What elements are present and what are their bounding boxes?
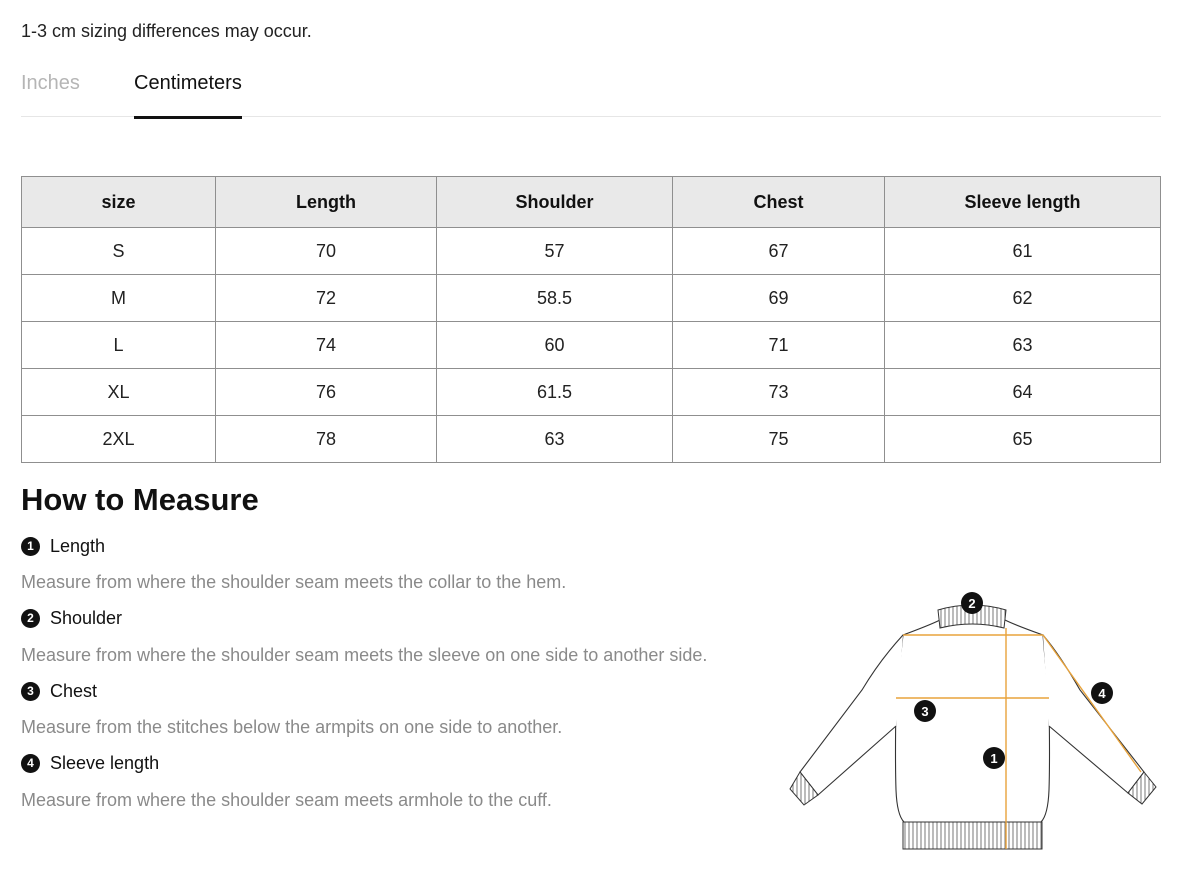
cell-shoulder: 61.5 — [437, 369, 673, 416]
number-2-icon: 2 — [21, 609, 40, 628]
cell-size: S — [22, 228, 216, 275]
how-to-measure-title: How to Measure — [21, 482, 259, 517]
cell-sleeve: 62 — [885, 275, 1161, 322]
cell-size: L — [22, 322, 216, 369]
marker-1-icon — [983, 747, 1005, 769]
cell-length: 74 — [216, 322, 437, 369]
sweater-measurement-illustration — [786, 588, 1162, 854]
header-shoulder: Shoulder — [437, 177, 673, 228]
number-1-icon: 1 — [21, 537, 40, 556]
table-header-row — [22, 177, 1161, 228]
svg-text:4: 4 — [1098, 686, 1106, 701]
marker-2-icon — [961, 592, 983, 614]
step-length — [21, 536, 105, 557]
table-row — [22, 416, 1161, 463]
cell-length: 78 — [216, 416, 437, 463]
step-description: Measure from where the shoulder seam meets the sleeve on one side to another side. — [21, 645, 708, 665]
marker-4-icon — [1091, 682, 1113, 704]
cell-sleeve: 65 — [885, 416, 1161, 463]
table-row — [22, 322, 1161, 369]
svg-text:1: 1 — [990, 751, 998, 766]
cell-chest: 73 — [673, 369, 885, 416]
size-chart-table — [21, 176, 1161, 463]
step-description: Measure from where the shoulder seam meets the collar to the hem. — [21, 572, 567, 592]
step-description: Measure from where the shoulder seam meets armhole to the cuff. — [21, 790, 552, 810]
number-3-icon: 3 — [21, 682, 40, 701]
cell-sleeve: 61 — [885, 228, 1161, 275]
tab-inches[interactable]: Inches — [21, 72, 80, 94]
cell-sleeve: 63 — [885, 322, 1161, 369]
tab-centimeters[interactable]: Centimeters — [134, 72, 242, 119]
step-label: Chest — [50, 681, 98, 701]
step-description: Measure from the stitches below the armpits on one side to another. — [21, 717, 563, 737]
header-sleeve-length: Sleeve length — [885, 177, 1161, 228]
header-chest: Chest — [673, 177, 885, 228]
table-row — [22, 275, 1161, 322]
cell-chest: 71 — [673, 322, 885, 369]
cell-shoulder: 63 — [437, 416, 673, 463]
header-length: Length — [216, 177, 437, 228]
number-4-icon: 4 — [21, 754, 40, 773]
cell-chest: 67 — [673, 228, 885, 275]
step-shoulder — [21, 608, 122, 629]
sizing-notice: 1-3 cm sizing differences may occur. — [21, 21, 312, 41]
cell-length: 72 — [216, 275, 437, 322]
cell-size: M — [22, 275, 216, 322]
cell-length: 76 — [216, 369, 437, 416]
step-label: Shoulder — [50, 608, 123, 628]
step-sleeve-length — [21, 753, 159, 774]
cell-shoulder: 58.5 — [437, 275, 673, 322]
svg-text:3: 3 — [921, 704, 929, 719]
marker-3-icon — [914, 700, 936, 722]
step-label: Sleeve length — [50, 753, 160, 773]
cell-chest: 75 — [673, 416, 885, 463]
cell-shoulder: 60 — [437, 322, 673, 369]
step-label: Length — [50, 536, 106, 556]
cell-size: 2XL — [22, 416, 216, 463]
unit-tabs — [21, 68, 1161, 117]
table-row — [22, 369, 1161, 416]
header-size: size — [22, 177, 216, 228]
cell-size: XL — [22, 369, 216, 416]
cell-length: 70 — [216, 228, 437, 275]
svg-text:2: 2 — [968, 596, 976, 611]
cell-shoulder: 57 — [437, 228, 673, 275]
step-chest — [21, 681, 97, 702]
cell-chest: 69 — [673, 275, 885, 322]
cell-sleeve: 64 — [885, 369, 1161, 416]
table-row — [22, 228, 1161, 275]
